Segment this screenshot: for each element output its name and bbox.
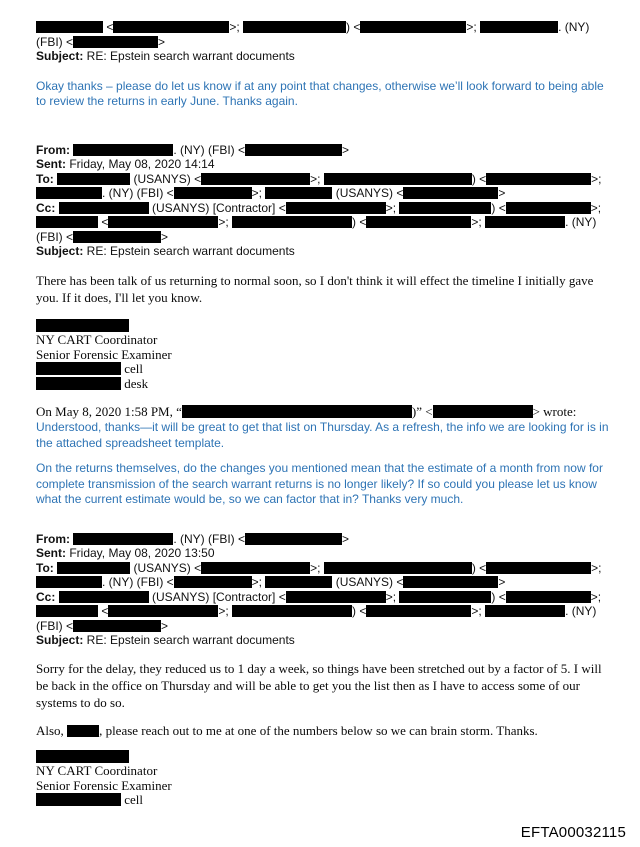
header-line [36,319,612,334]
redaction-bar [286,202,386,214]
redaction-bar [73,36,158,48]
header-line: cell [36,793,612,808]
header-line: NY CART Coordinator [36,332,158,347]
redaction-bar [201,562,310,574]
redaction-bar [506,591,591,603]
email3-header [36,532,612,648]
redaction-bar [36,377,121,390]
header-line: From: . (NY) (FBI) < > [36,142,350,157]
field-label: Subject: [36,49,84,63]
redaction-bar [174,187,252,199]
redaction-bar [73,231,161,243]
redaction-bar [36,750,129,763]
header-line: Cc: (USANYS) [Contractor] < >; ) < >; [36,589,602,604]
field-label: Cc: [36,589,56,604]
redaction-bar [73,144,173,156]
redaction-bar [403,576,498,588]
redaction-bar [506,202,591,214]
email3-body-paragraph: Sorry for the delay, they reduced us to 1 day a week, so things have been stretched out by a factor of 5. I will be back in the office on Thursday and will be able to get you the list then as I have to access some of our systems to do so. [36,660,602,710]
redaction-bar [36,319,129,332]
bates-number: EFTA00032115 [520,824,626,841]
field-label: From: [36,142,70,157]
redaction-bar [57,173,130,185]
header-line: Subject: RE: Epstein search warrant documents [36,244,295,258]
redaction-bar [403,187,498,199]
redaction-bar [182,405,412,418]
header-line: . (NY) (FBI) < >; (USANYS) < > [36,186,612,201]
redaction-bar [286,591,386,603]
redaction-bar [108,216,218,228]
redaction-bar [36,362,121,375]
header-line: Sent: Friday, May 08, 2020 13:50 [36,546,215,560]
quoted-reply-paragraph-2: On the returns themselves, do the changes you mentioned mean that the estimate of a month from now for complete transmission of the search warrant returns is no longer likely? If so could you please let us know what the current estimate would be, so we can factor that in? Thanks very much. [36,461,603,506]
redaction-bar [399,591,491,603]
redaction-bar [36,605,98,617]
redaction-bar [433,405,533,418]
field-label: Sent: [36,546,66,560]
quoted-reply-paragraph-1: Understood, thanks—it will be great to get that list on Thursday. As a refresh, the info we are looking for is in the attached spreadsheet template. [36,420,609,450]
field-label: To: [36,560,54,575]
header-line: . (NY) (FBI) < >; (USANYS) < > [36,575,612,590]
redaction-bar [486,562,591,574]
redaction-bar [232,216,352,228]
header-line: < >; ) < >; . (NY) [36,604,612,619]
redaction-bar [265,576,332,588]
redaction-bar [485,216,565,228]
email3-also-line: Also, , please reach out to me at one of the numbers below so we can brain storm. Thanks. [36,722,538,738]
header-line: Cc: (USANYS) [Contractor] < >; ) < >; [36,200,602,215]
redaction-bar [366,216,471,228]
redaction-bar [245,144,342,156]
header-line: < >; ) < >; . (NY) [36,20,612,35]
redaction-bar [36,576,102,588]
redaction-bar [232,605,352,617]
email3-signature-block [36,750,612,808]
redaction-bar [73,533,173,545]
redaction-bar [486,173,591,185]
header-line: From: . (NY) (FBI) < > [36,531,350,546]
redaction-bar [67,725,99,737]
redaction-bar [108,605,218,617]
email2-signature-block [36,319,612,392]
redaction-bar [113,21,229,33]
redaction-bar [243,21,346,33]
redaction-bar [59,202,149,214]
header-line: Sent: Friday, May 08, 2020 14:14 [36,157,215,171]
redaction-bar [399,202,491,214]
redaction-bar [245,533,342,545]
header-line: desk [36,377,612,392]
header-line: To: (USANYS) < >; ) < >; [36,171,602,186]
header-line: Subject: RE: Epstein search warrant documents [36,633,295,647]
quoted-reply-attribution: On May 8, 2020 1:58 PM, “ )” < > wrote: [36,404,577,419]
header-line [36,750,612,765]
header-line: Senior Forensic Examiner [36,777,172,793]
header-line: (FBI) < > [36,229,169,244]
email1-header-fragment [36,20,612,64]
redaction-bar [73,620,161,632]
redaction-bar [360,21,466,33]
field-label: Sent: [36,157,66,171]
email1-reply-paragraph: Okay thanks – please do let us know if at any point that changes, otherwise we’ll look forward to being able to review the returns in early June. Thanks again. [36,78,604,108]
header-line: Subject: RE: Epstein search warrant documents [36,49,295,63]
email2-body-paragraph: There has been talk of us returning to normal soon, so I don't think it will effect the timeline I initially gave you. If it does, I'll let you know. [36,272,594,305]
redaction-bar [36,21,103,33]
redaction-bar [59,591,149,603]
field-label: Subject: [36,244,84,258]
redaction-bar [485,605,565,617]
redaction-bar [265,187,332,199]
redaction-bar [36,216,98,228]
redaction-bar [174,576,252,588]
header-line: To: (USANYS) < >; ) < >; [36,560,602,575]
redaction-bar [366,605,471,617]
field-label: Subject: [36,633,84,647]
redaction-bar [57,562,130,574]
field-label: From: [36,531,70,546]
redaction-bar [324,173,472,185]
redaction-bar [324,562,472,574]
header-line: (FBI) < > [36,618,169,633]
header-line: (FBI) < > [36,34,166,49]
header-line: cell [36,362,612,377]
header-line: NY CART Coordinator [36,763,158,778]
redaction-bar [36,187,102,199]
redaction-bar [36,793,121,806]
header-line: Senior Forensic Examiner [36,346,172,362]
redaction-bar [480,21,558,33]
email2-header [36,143,612,259]
header-line: < >; ) < >; . (NY) [36,215,612,230]
redaction-bar [201,173,310,185]
field-label: To: [36,171,54,186]
field-label: Cc: [36,200,56,215]
